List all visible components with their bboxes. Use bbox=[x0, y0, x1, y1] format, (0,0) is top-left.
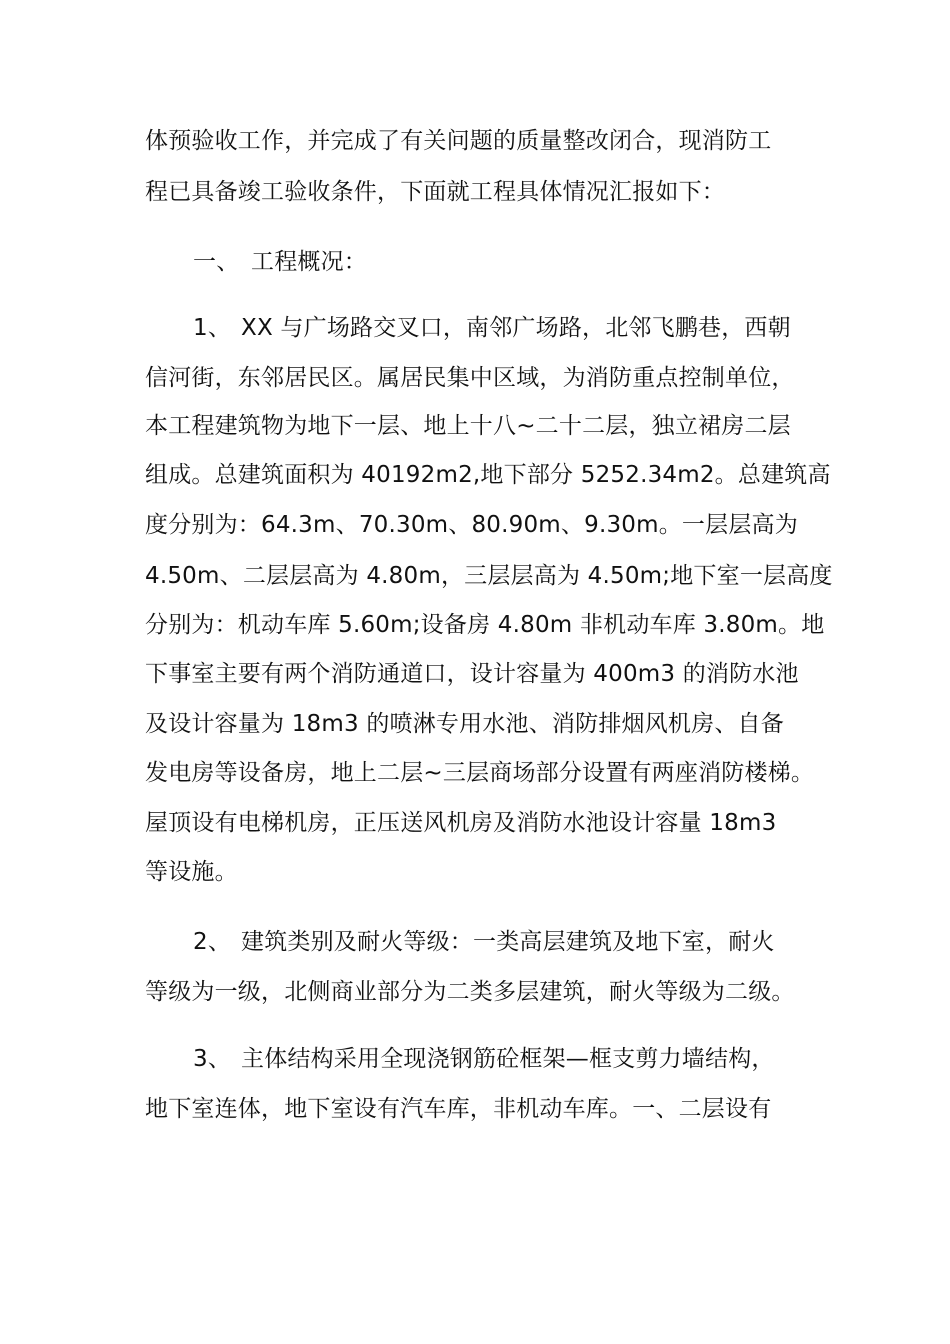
paragraph-line: 发电房等设备房，地上二层~三层商场部分设置有两座消防楼梯。 bbox=[145, 760, 815, 786]
list-item-first-line bbox=[193, 1044, 775, 1074]
section-title: 工程概况： bbox=[251, 249, 367, 275]
paragraph-line: 屋顶设有电梯机房，正压送风机房及消防水池设计容量 18m3 bbox=[145, 810, 777, 836]
paragraph-line: 4.50m、二层层高为 4.80m，三层层高为 4.50m;地下室一层高度 bbox=[145, 563, 833, 589]
paragraph-line: 地下室连体，地下室设有汽车库，非机动车库。一、二层设有 bbox=[145, 1096, 772, 1122]
paragraph-line: 度分别为：64.3m、70.30m、80.90m、9.30m。一层层高为 bbox=[145, 512, 798, 538]
paragraph-line: 本工程建筑物为地下一层、地上十八~二十二层，独立裙房二层 bbox=[145, 413, 791, 439]
list-item-text: 建筑类别及耐火等级：一类高层建筑及地下室，耐火 bbox=[241, 929, 775, 955]
paragraph-line: 信河街，东邻居民区。属居民集中区域，为消防重点控制单位， bbox=[145, 365, 795, 391]
list-item-first-line bbox=[193, 927, 775, 957]
paragraph-line: 组成。总建筑面积为 40192m2,地下部分 5252.34m2。总建筑高 bbox=[145, 462, 831, 488]
section-number: 一、 bbox=[193, 249, 240, 275]
paragraph-line: 程已具备竣工验收条件，下面就工程具体情况汇报如下： bbox=[145, 179, 725, 205]
paragraph-line: 分别为：机动车库 5.60m;设备房 4.80m 非机动车库 3.80m。地 bbox=[145, 612, 825, 638]
paragraph-line: 体预验收工作，并完成了有关问题的质量整改闭合，现消防工 bbox=[145, 128, 772, 154]
list-item-text: XX 与广场路交叉口，南邻广场路，北邻飞鹏巷，西朝 bbox=[241, 315, 791, 341]
paragraph-line: 及设计容量为 18m3 的喷淋专用水池、消防排烟风机房、自备 bbox=[145, 711, 784, 737]
paragraph-line: 等级为一级，北侧商业部分为二类多层建筑，耐火等级为二级。 bbox=[145, 979, 795, 1005]
list-item-number: 1、 bbox=[193, 315, 232, 341]
list-item-number: 2、 bbox=[193, 929, 232, 955]
list-item-number: 3、 bbox=[193, 1046, 232, 1072]
paragraph-line: 等设施。 bbox=[145, 859, 238, 885]
paragraph-line: 下事室主要有两个消防通道口，设计容量为 400m3 的消防水池 bbox=[145, 661, 799, 687]
list-item-first-line bbox=[193, 313, 791, 343]
list-item-text: 主体结构采用全现浇钢筋砼框架—框支剪力墙结构， bbox=[241, 1046, 775, 1072]
section-heading bbox=[193, 247, 367, 277]
